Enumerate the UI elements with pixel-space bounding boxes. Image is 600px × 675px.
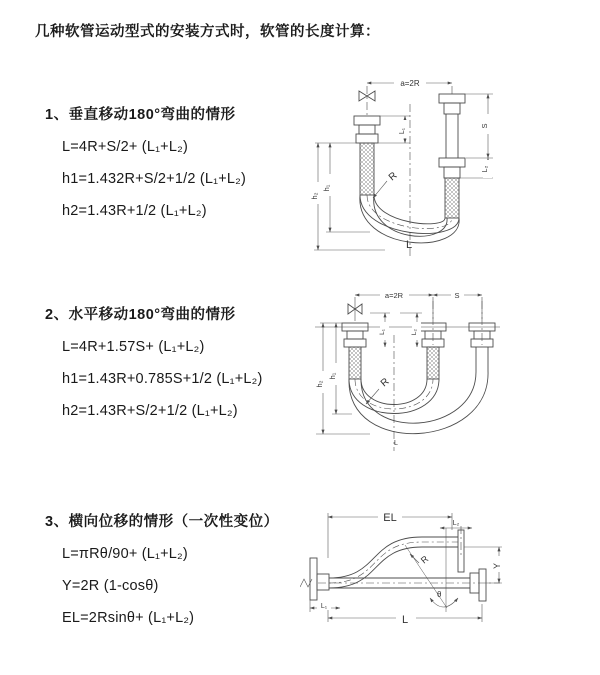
section-lateral-displacement (45, 512, 279, 628)
diagram-lateral-displacement (300, 498, 600, 646)
dim-label-l2: L₂ (452, 520, 460, 527)
angle-arc (430, 598, 458, 607)
hose-assembly-drawing (315, 297, 500, 451)
formula-h1-2: h1=1.43R+0.785S+1/2 (L₁+L₂) (62, 371, 263, 387)
dim-label-h1: h₁ (328, 372, 337, 380)
formula-h2-2: h2=1.43R+S/2+1/2 (L₁+L₂) (62, 403, 238, 419)
formula-h2-1: h2=1.43R+1/2 (L₁+L₂) (62, 203, 207, 219)
diagram-horizontal-bend (310, 283, 600, 461)
dim-label-l1: L₁ (320, 603, 328, 610)
length-label: L (401, 614, 409, 626)
dim-label-l2: L₂ (482, 165, 489, 173)
dim-label-l1: L₁ (399, 127, 406, 135)
angle-label: θ (437, 590, 442, 599)
formula-Y-3: Y=2R (1-cosθ) (62, 578, 159, 594)
dim-label-l1: L₁ (379, 329, 386, 335)
radius-label: R (378, 376, 392, 390)
braided-hose-left (360, 143, 374, 195)
dim-label-h2: h₂ (315, 380, 324, 388)
dim-label-s: S (454, 291, 460, 300)
braided-hose-middle (427, 347, 439, 379)
dim-label-l2: L₂ (411, 328, 418, 336)
formula-EL-3: EL=2Rsinθ+ (L₁+L₂) (62, 610, 195, 626)
formula-L-3: L=πRθ/90+ (L₁+L₂) (62, 546, 188, 562)
hose-assembly-drawing (354, 86, 465, 258)
section-horizontal-bend (45, 305, 263, 421)
diagram-vertical-bend (310, 66, 595, 266)
length-label: L (394, 440, 398, 447)
dim-label-a2r: a=2R (400, 79, 420, 88)
dimension-lines (314, 83, 493, 250)
formula-L-1: L=4R+S/2+ (L₁+L₂) (62, 139, 188, 155)
dim-label-y: Y (492, 562, 502, 570)
formula-L-2: L=4R+1.57S+ (L₁+L₂) (62, 339, 205, 355)
dim-label-el: EL (383, 512, 397, 524)
dimension-lines (310, 513, 502, 622)
radius-label: R (418, 553, 431, 566)
dim-label-a2r: a=2R (384, 291, 404, 300)
page-title: 几种软管运动型式的安装方式时，软管的长度计算： (35, 24, 380, 40)
formula-h1-1: h1=1.432R+S/2+1/2 (L₁+L₂) (62, 171, 247, 187)
section-vertical-bend (45, 105, 246, 221)
section-1-heading: 1、垂直移动180°弯曲的情形 (45, 107, 236, 123)
dim-label-h2: h₂ (310, 192, 319, 200)
radius-label: R (386, 170, 400, 184)
section-3-heading: 3、横向位移的情形（一次性变位） (45, 514, 279, 530)
dim-label-h1: h₁ (322, 184, 331, 192)
braided-hose-left (349, 347, 361, 379)
section-2-heading: 2、水平移动180°弯曲的情形 (45, 307, 236, 323)
braided-hose-right (445, 178, 459, 218)
dim-label-s: S (480, 123, 489, 129)
hose-assembly-drawing (300, 526, 500, 612)
length-label: L (405, 239, 413, 251)
